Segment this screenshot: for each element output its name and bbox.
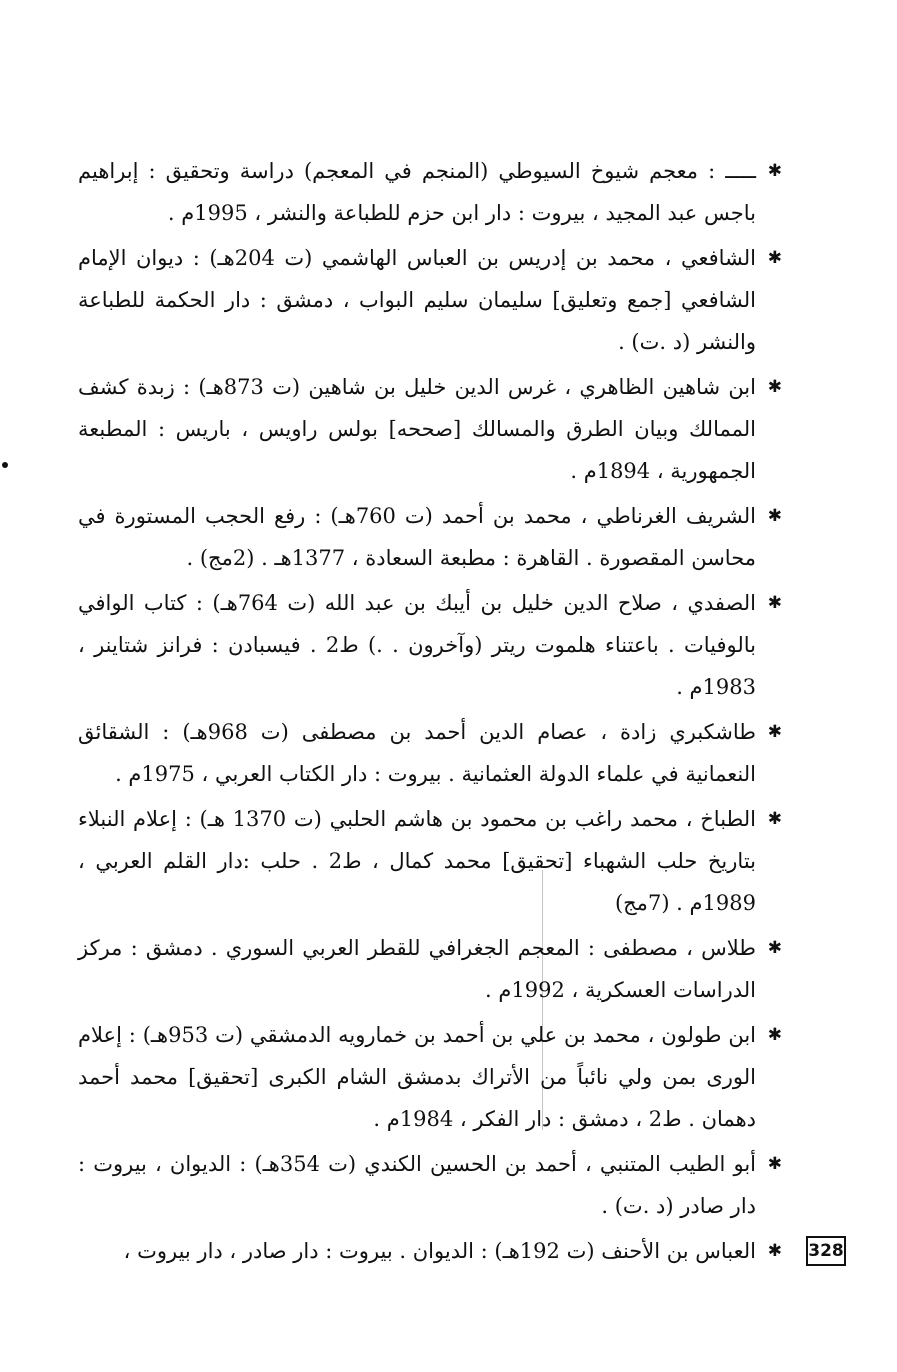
- bibliography-entry: [78, 495, 780, 579]
- entry-text: الشريف الغرناطي ، محمد بن أحمد (ت 760هـ) : رفع الحجب المستورة في محاسن المقصورة . القاهرة : مطبعة السعادة ، 1377هـ . (2مج) .: [78, 504, 756, 570]
- entry-text: طاشكبري زادة ، عصام الدين أحمد بن مصطفى (ت 968هـ) : الشقائق النعمانية في علماء الدولة العثمانية . بيروت : دار الكتاب العربي ، 1975م .: [78, 720, 756, 786]
- entry-text: أبو الطيب المتنبي ، أحمد بن الحسين الكندي (ت 354هـ) : الديوان ، بيروت : دار صادر (د .ت) .: [78, 1152, 757, 1218]
- bullet-asterisk-icon: ✱: [767, 377, 782, 397]
- bibliography-entry: [78, 927, 780, 1011]
- bullet-asterisk-icon: ✱: [767, 809, 782, 829]
- entry-text: طلاس ، مصطفى : المعجم الجغرافي للقطر العربي السوري . دمشق : مركز الدراسات العسكرية ، 1992م .: [78, 936, 756, 1002]
- entry-text: العباس بن الأحنف (ت 192هـ) : الديوان . بيروت : دار صادر ، دار بيروت ،: [123, 1239, 756, 1263]
- bibliography-entry: [78, 1230, 780, 1272]
- bibliography-entry: [78, 1143, 780, 1227]
- bibliography-entry: [78, 366, 780, 492]
- bibliography-entry: [78, 150, 780, 234]
- entry-text: الطباخ ، محمد راغب بن محمود بن هاشم الحلبي (ت 1370 هـ) : إعلام النبلاء بتاريخ حلب الشهباء [تحقيق] محمد كمال ، ط2 . حلب :دار القلم العربي ، 1989م . (7مج): [78, 807, 756, 915]
- bullet-asterisk-icon: ✱: [767, 938, 782, 958]
- margin-mark: [2, 462, 8, 468]
- bullet-asterisk-icon: ✱: [767, 161, 782, 181]
- bullet-asterisk-icon: ✱: [767, 248, 782, 268]
- entry-text: ابن طولون ، محمد بن علي بن أحمد بن خمارويه الدمشقي (ت 953هـ) : إعلام الورى بمن ولي نائباً من الأتراك بدمشق الشام الكبرى [تحقيق] محمد أحمد دهمان . ط2 ، دمشق : دار الفكر ، 1984م .: [78, 1023, 757, 1131]
- bullet-asterisk-icon: ✱: [767, 722, 782, 742]
- bullet-asterisk-icon: ✱: [767, 593, 782, 613]
- bullet-asterisk-icon: ✱: [767, 1025, 782, 1045]
- bullet-asterisk-icon: ✱: [767, 1154, 782, 1174]
- bibliography-entry: [78, 711, 780, 795]
- bullet-asterisk-icon: ✱: [767, 506, 782, 526]
- bullet-asterisk-icon: ✱: [767, 1241, 782, 1261]
- entry-text: ـــــ : معجم شيوخ السيوطي (المنجم في المعجم) دراسة وتحقيق : إبراهيم باجس عبد المجيد ، بيروت : دار ابن حزم للطباعة والنشر ، 1995م .: [78, 159, 756, 225]
- entry-text: الشافعي ، محمد بن إدريس بن العباس الهاشمي (ت 204هـ) : ديوان الإمام الشافعي [جمع وتعليق] سليمان سليم البواب ، دمشق : دار الحكمة للطباعة والنشر (د .ت) .: [78, 246, 756, 354]
- bibliography-entry: [78, 1014, 780, 1140]
- bibliography-entry: [78, 582, 780, 708]
- page-number: 328: [806, 1236, 846, 1266]
- entry-text: ابن شاهين الظاهري ، غرس الدين خليل بن شاهين (ت 873هـ) : زبدة كشف الممالك وبيان الطرق والمسالك [صححه] بولس راويس ، باريس : المطبعة الجمهورية ، 1894م .: [78, 375, 756, 483]
- entry-text: الصفدي ، صلاح الدين خليل بن أيبك بن عبد الله (ت 764هـ) : كتاب الوافي بالوفيات . باعتناء هلموت ريتر (وآخرون . .) ط2 . فيسبادن : فرانز شتاينر ، 1983م .: [78, 591, 756, 699]
- bibliography-entry: [78, 237, 780, 363]
- bibliography-list: [78, 150, 780, 1275]
- bibliography-entry: [78, 798, 780, 924]
